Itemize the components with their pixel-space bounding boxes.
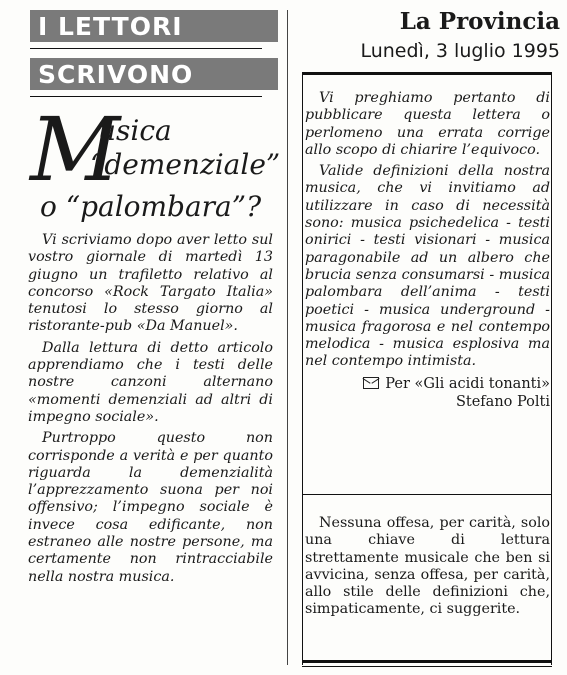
- headline-line3: o “palombara”?: [40, 190, 262, 223]
- letter-paragraph: Dalla lettura di detto articolo apprendiamo che i testi delle nostre canzoni alternano «momenti demenziali ad altri di impegno sociale».: [28, 339, 273, 425]
- letter-paragraph: Valide definizioni della nostra musica, che vi invitiamo ad utilizzare in caso di necessità sono: musica psichedelica - testi onirici - testi visionari - musica paragonabile ad un albero che brucia senza consumarsi - musica palombara dell’anima - testi poetici - musica underground - musica fragorosa e nel contempo melodica - musica esplosiva ma nel contempo intimista.: [305, 163, 550, 370]
- headline-line2: “demenziale”: [90, 148, 281, 181]
- right-top-rule: [302, 72, 552, 75]
- headline-line1: usica: [98, 114, 172, 147]
- signature-line: Per «Gli acidi tonanti»: [385, 375, 550, 392]
- headline-initial: M: [30, 98, 121, 201]
- signature-name: Stefano Polti: [455, 393, 550, 410]
- bottom-rule-1: [302, 660, 552, 663]
- letter-body-left: [28, 232, 273, 590]
- letter-paragraph: Vi scriviamo dopo aver letto sul vostro giornale di martedì 13 giugno un trafiletto relativo al concorso «Rock Targato Italia» tenutosi lo stesso giorno al ristorante-pub «Da Manuel».: [28, 232, 273, 335]
- letter-divider: [302, 494, 552, 495]
- envelope-icon: [363, 377, 379, 389]
- column-divider: [287, 10, 288, 665]
- letter-paragraph: Vi preghiamo pertanto di pubblicare questa lettera o perlomeno una errata corrige allo scopo di chiarire l’equivoco.: [305, 90, 550, 158]
- bottom-rule-2: [302, 666, 552, 667]
- section-banner-line2: SCRIVONO: [30, 58, 278, 90]
- letter-paragraph: Purtroppo questo non corrisponde a verità e per quanto riguarda la demenzialità l’apprezzamento suona per noi offensivo; l’impegno sociale è invece cosa edificante, non estraneo alle nostre persone, ma certamente non rintracciabile nella nostra musica.: [28, 430, 273, 585]
- left-rule-bottom: [30, 96, 262, 97]
- editor-reply: [305, 515, 550, 619]
- signature-band: [305, 375, 550, 393]
- left-rule-top: [30, 48, 262, 49]
- section-banner-line1: I LETTORI: [30, 10, 278, 42]
- reply-paragraph: Nessuna offesa, per carità, solo una chiave di lettura strettamente musicale che ben si avvicina, senza offesa, per carità, allo stile delle definizioni che, simpaticamente, ci suggerite.: [305, 515, 550, 618]
- letter-body-right: [305, 90, 550, 411]
- right-box-right: [551, 75, 552, 665]
- right-box-left: [302, 75, 303, 665]
- issue-date: Lunedì, 3 luglio 1995: [360, 40, 560, 62]
- newspaper-name: La Provincia: [399, 8, 560, 35]
